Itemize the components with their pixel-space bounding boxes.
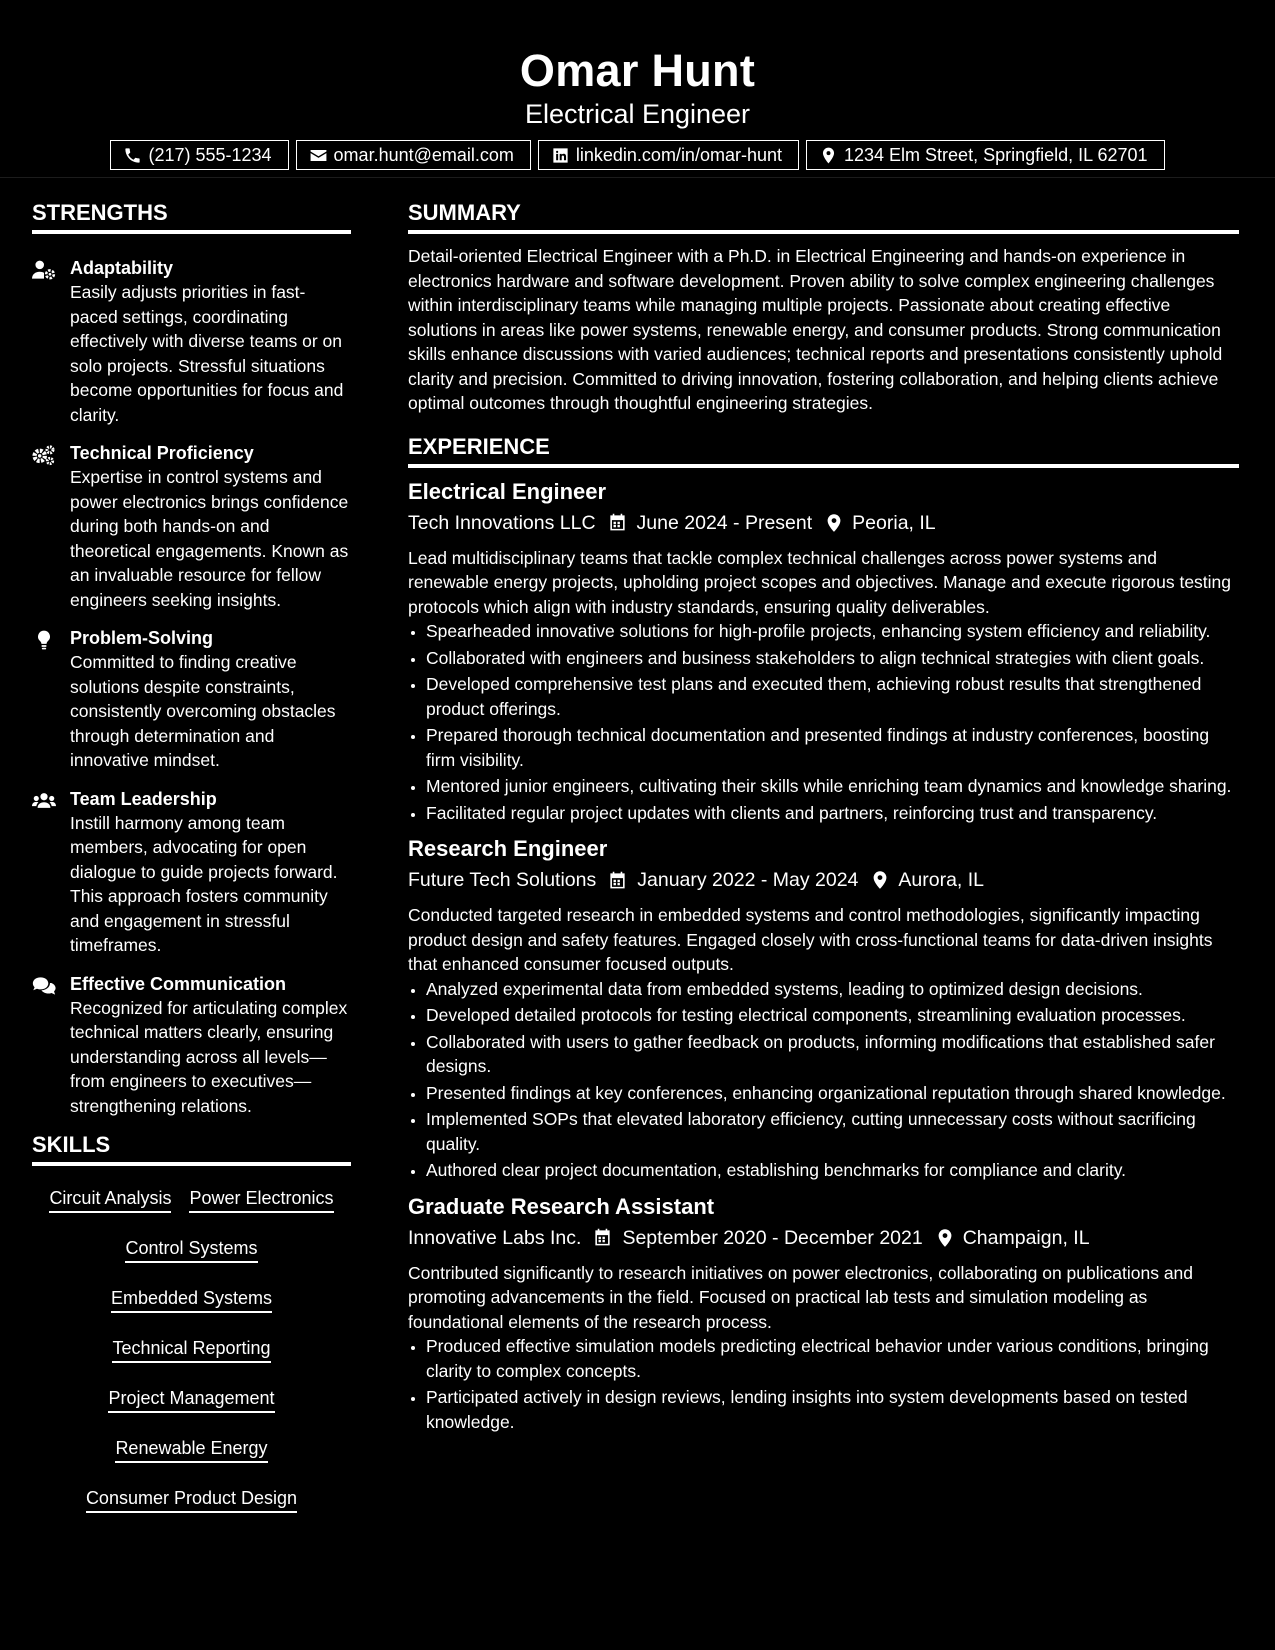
strength-item [32, 441, 351, 612]
job-entry [408, 835, 1239, 1183]
skill-tag: Project Management [108, 1386, 274, 1413]
job-bullet: • Implemented SOPs that elevated laboratory efficiency, cutting unnecessary costs without sacrificing quality. [426, 1107, 1239, 1156]
calendar-icon [593, 1228, 612, 1247]
job-dates: January 2022 - May 2024 [637, 869, 859, 891]
job-bullet: • Prepared thorough technical documentation and presented findings at industry conferences, boosting firm visibility. [426, 723, 1239, 772]
strengths-list [32, 256, 351, 1118]
skills-list [32, 1180, 351, 1530]
candidate-title: Electrical Engineer [524, 99, 751, 129]
contact-linkedin-text: linkedin.com/in/omar-hunt [575, 144, 782, 165]
job-location: Aurora, IL [898, 869, 985, 891]
strength-text: Instill harmony among team members, advocating for open dialogue to guide projects forward. This approach fosters community and engagement in stressful timeframes. [70, 812, 338, 955]
job-company: Innovative Labs Inc. [408, 1226, 582, 1249]
skill-tag: Renewable Energy [115, 1436, 267, 1463]
map-pin-icon [937, 1228, 953, 1248]
job-description: Contributed significantly to research initiatives on power electronics, collaborating on publications and promoting advancements in the field. Focused on practical lab tests and simulation modeling as foundational elements of the research process. [408, 1262, 1194, 1332]
job-bullet: • Developed detailed protocols for testing electrical components, streamlining evaluation processes. [426, 1003, 1239, 1028]
job-meta [408, 865, 1239, 895]
contact-phone-text: (217) 555-1234 [148, 144, 272, 165]
linkedin-icon [551, 146, 570, 165]
job-bullet: • Authored clear project documentation, establishing benchmarks for compliance and clarity. [426, 1158, 1239, 1183]
job-bullet: • Analyzed experimental data from embedded systems, leading to optimized design decisions. [426, 977, 1239, 1002]
comments-icon [32, 975, 56, 997]
job-bullet: • Developed comprehensive test plans and executed them, achieving robust results that strengthened product offerings. [426, 672, 1239, 721]
job-entry [408, 478, 1239, 826]
map-pin-icon [819, 146, 838, 165]
job-dates: June 2024 - Present [636, 511, 813, 534]
resume-header [0, 0, 1275, 178]
gears-icon [32, 444, 56, 466]
map-pin-icon [826, 513, 842, 533]
strength-item [32, 787, 351, 958]
strength-title: Team Leadership [70, 788, 217, 809]
phone-icon [123, 146, 142, 165]
job-bullets [408, 1334, 1239, 1434]
contact-phone[interactable] [110, 140, 288, 170]
job-location: Champaign, IL [962, 1226, 1090, 1249]
summary-text: Detail-oriented Electrical Engineer with a Ph.D. in Electrical Engineering and hands-on experience in electronics hardware and software development. Proven ability to solve complex engineering challenges within interdisciplinary teams while managing multiple projects. Passionate about creating effective solutions in areas like power systems, renewable energy, and consumer products. Strong communication skills enhance discussions with varied audiences; technical reports and presentations consistently uphold clarity and precision. Committed to driving innovation, fostering collaboration, and helping clients achieve optimal outcomes through thoughtful engineering strategies. [408, 246, 1223, 413]
job-company: Tech Innovations LLC [408, 511, 596, 534]
candidate-name: Omar Hunt [519, 45, 756, 96]
skill-tag: Circuit Analysis [49, 1186, 171, 1213]
job-title: Research Engineer [408, 836, 608, 861]
skill-tag: Control Systems [125, 1236, 257, 1263]
contact-address[interactable] [806, 140, 1165, 170]
calendar-icon [608, 513, 627, 532]
job-location: Peoria, IL [852, 511, 936, 534]
contact-email-text: omar.hunt@email.com [333, 144, 514, 165]
job-company: Future Tech Solutions [408, 869, 597, 891]
job-bullet: • Mentored junior engineers, cultivating their skills while enriching team dynamics and knowledge sharing. [426, 774, 1239, 799]
skill-tag: Embedded Systems [111, 1286, 272, 1313]
right-column [408, 178, 1239, 1436]
skills-heading: SKILLS [32, 1132, 351, 1166]
strength-title: Adaptability [70, 258, 174, 278]
skill-tag: Technical Reporting [112, 1336, 270, 1363]
envelope-icon [309, 146, 328, 165]
job-bullet: • Collaborated with users to gather feedback on products, informing modifications that established safer designs. [426, 1030, 1239, 1079]
strength-text: Committed to finding creative solutions despite constraints, consistently overcoming obstacles through determination and innovative mindset. [70, 652, 336, 770]
job-bullet: • Presented findings at key conferences, enhancing organizational reputation through shared knowledge. [426, 1081, 1239, 1106]
strength-item [32, 626, 351, 773]
strength-item [32, 256, 351, 427]
skill-tag: Power Electronics [189, 1186, 333, 1213]
skill-tag: Consumer Product Design [86, 1486, 297, 1513]
strength-item [32, 972, 351, 1119]
job-dates: September 2020 - December 2021 [622, 1226, 923, 1249]
users-icon [32, 790, 56, 812]
left-column [32, 178, 351, 1530]
job-bullets [408, 619, 1239, 825]
job-bullet: • Collaborated with engineers and business stakeholders to align technical strategies with client goals. [426, 646, 1239, 671]
contact-linkedin[interactable] [538, 140, 799, 170]
summary-heading: SUMMARY [408, 200, 1239, 234]
experience-heading: EXPERIENCE [408, 434, 1239, 468]
strength-text: Recognized for articulating complex technical matters clearly, ensuring understanding across all levels—from engineers to executives—strengthening relations. [70, 997, 348, 1116]
job-title: Electrical Engineer [408, 478, 607, 504]
job-bullet: • Participated actively in design reviews, lending insights into system developments based on tested knowledge. [426, 1385, 1239, 1434]
strength-title: Technical Proficiency [70, 443, 254, 463]
map-pin-icon [872, 870, 888, 890]
job-meta [408, 508, 1239, 538]
strengths-heading: STRENGTHS [32, 200, 351, 234]
job-meta [408, 1223, 1239, 1253]
job-entry [408, 1193, 1239, 1435]
strength-title: Problem-Solving [70, 628, 214, 648]
job-title: Graduate Research Assistant [408, 1193, 715, 1219]
job-bullet: • Facilitated regular project updates with clients and partners, reinforcing trust and transparency. [426, 801, 1239, 826]
job-bullet: • Produced effective simulation models predicting electrical behavior under various conditions, bringing clarity to complex concepts. [426, 1334, 1239, 1383]
job-bullet: • Spearheaded innovative solutions for high-profile projects, enhancing system efficiency and reliability. [426, 619, 1239, 644]
contact-email[interactable] [296, 140, 531, 170]
contact-address-text: 1234 Elm Street, Springfield, IL 62701 [844, 144, 1148, 165]
lightbulb-icon [32, 629, 56, 651]
job-description: Lead multidisciplinary teams that tackle complex technical challenges across power systems and renewable energy projects, upholding project scopes and objectives. Manage and execute rigorous testing protocols which align with industry standards, ensuring quality deliverables. [408, 547, 1232, 617]
calendar-icon [608, 871, 627, 890]
job-description: Conducted targeted research in embedded systems and control methodologies, significantly impacting product design and safety features. Engaged closely with cross-functional teams for data-driven insights that enhanced consumer focused outputs. [408, 905, 1213, 974]
job-bullets [408, 977, 1239, 1183]
strength-text: Easily adjusts priorities in fast-paced settings, coordinating effectively with diverse teams or on solo projects. Stressful situations become opportunities for focus and clarity. [70, 282, 344, 425]
user-gear-icon [32, 259, 56, 281]
strength-title: Effective Communication [70, 973, 287, 994]
contact-bar [0, 140, 1275, 170]
strength-text: Expertise in control systems and power electronics brings confidence during both hands-on and theoretical engagements. Known as an invaluable resource for fellow engineers seeking insights. [70, 467, 349, 610]
